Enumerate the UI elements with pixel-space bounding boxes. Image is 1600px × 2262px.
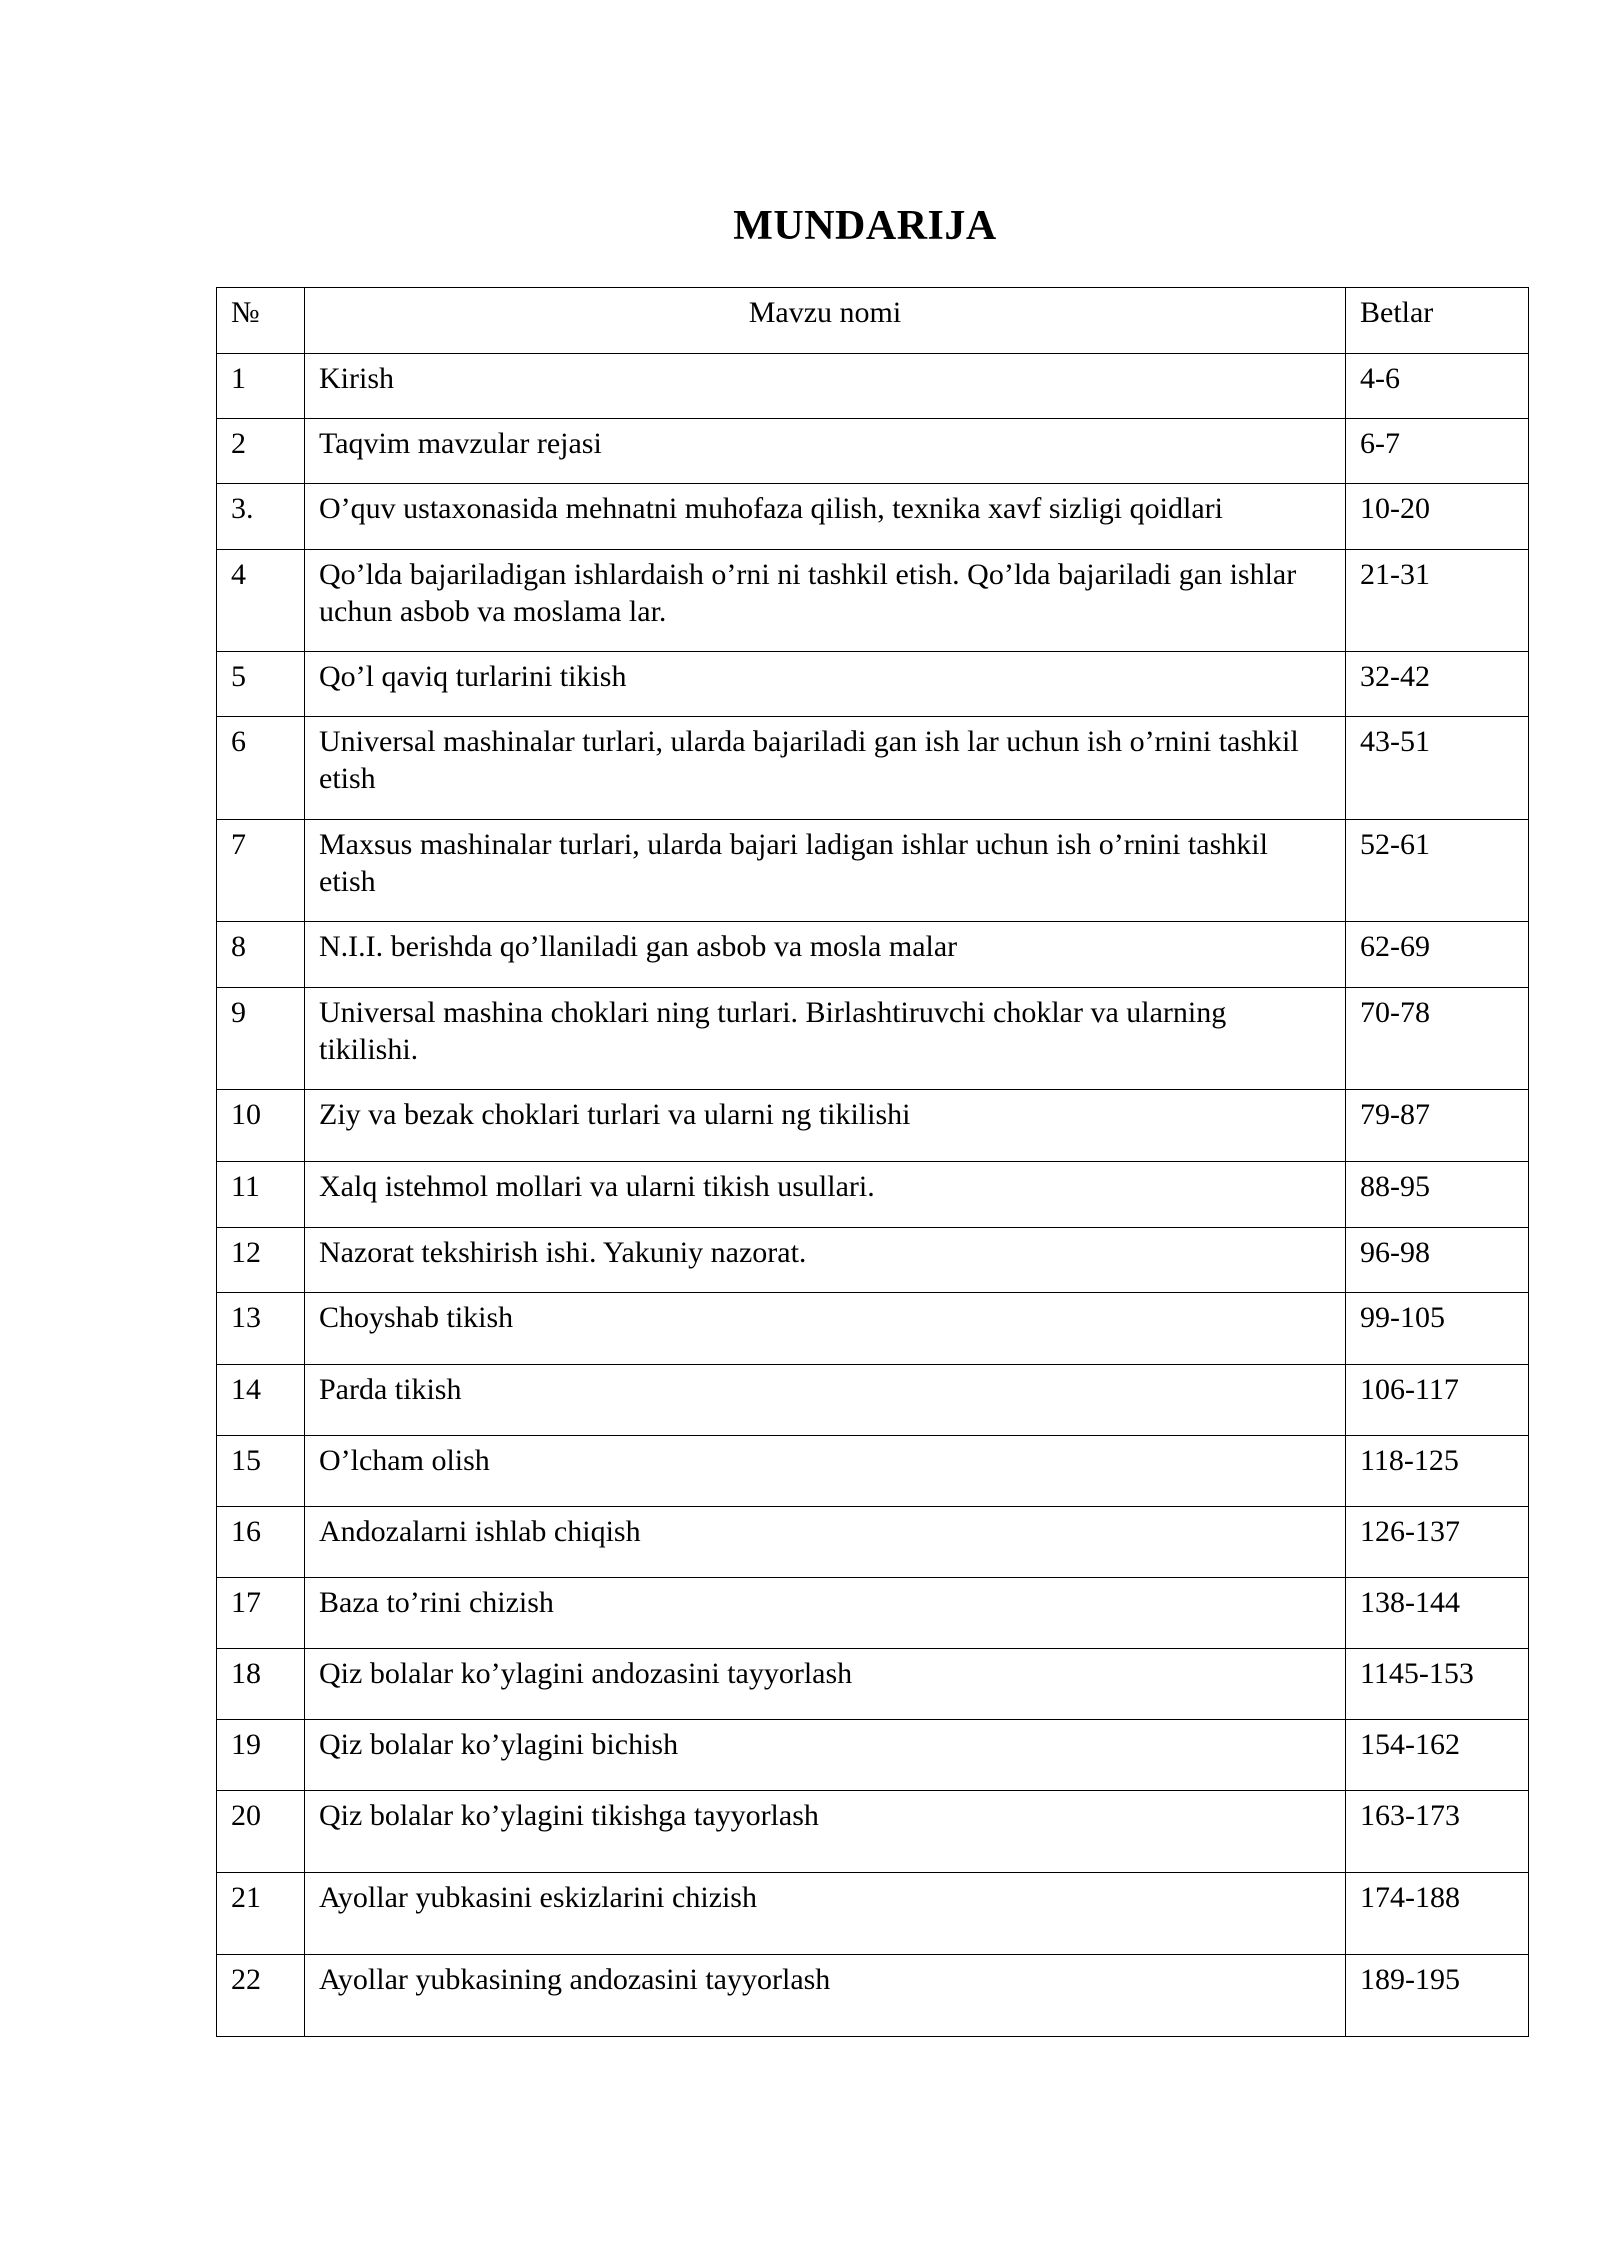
row-topic: Taqvim mavzular rejasi bbox=[305, 419, 1346, 484]
table-row bbox=[217, 1649, 1529, 1720]
row-pages: 189-195 bbox=[1346, 1955, 1529, 2037]
table-row bbox=[217, 922, 1529, 988]
header-topic: Mavzu nomi bbox=[305, 288, 1346, 354]
table-row bbox=[217, 550, 1529, 652]
row-pages: 43-51 bbox=[1346, 717, 1529, 820]
row-number: 15 bbox=[217, 1436, 305, 1507]
table-row bbox=[217, 1162, 1529, 1228]
row-topic: Baza to’rini chizish bbox=[305, 1578, 1346, 1649]
table-row bbox=[217, 717, 1529, 820]
table-row bbox=[217, 1578, 1529, 1649]
row-pages: 174-188 bbox=[1346, 1873, 1529, 1955]
row-topic: Qo’l qaviq turlarini tikish bbox=[305, 652, 1346, 717]
table-row bbox=[217, 988, 1529, 1090]
table-row bbox=[217, 1090, 1529, 1162]
row-pages: 70-78 bbox=[1346, 988, 1529, 1090]
row-topic: Qo’lda bajariladigan ishlardaish o’rni ni tashkil etish. Qo’lda bajariladi gan ishlar uchun asbob va moslama lar. bbox=[305, 550, 1346, 652]
table-header-row bbox=[217, 288, 1529, 354]
row-number: 20 bbox=[217, 1791, 305, 1873]
table-row bbox=[217, 1507, 1529, 1578]
row-topic: Ayollar yubkasining andozasini tayyorlash bbox=[305, 1955, 1346, 2037]
row-number: 8 bbox=[217, 922, 305, 988]
row-number: 1 bbox=[217, 354, 305, 419]
row-number: 16 bbox=[217, 1507, 305, 1578]
row-topic: Ayollar yubkasini eskizlarini chizish bbox=[305, 1873, 1346, 1955]
table-row bbox=[217, 1720, 1529, 1791]
row-pages: 118-125 bbox=[1346, 1436, 1529, 1507]
row-topic: Qiz bolalar ko’ylagini tikishga tayyorlash bbox=[305, 1791, 1346, 1873]
row-pages: 163-173 bbox=[1346, 1791, 1529, 1873]
header-pages: Betlar bbox=[1346, 288, 1529, 354]
table-row bbox=[217, 652, 1529, 717]
row-pages: 4-6 bbox=[1346, 354, 1529, 419]
table-row bbox=[217, 419, 1529, 484]
row-number: 21 bbox=[217, 1873, 305, 1955]
row-topic: Nazorat tekshirish ishi. Yakuniy nazorat. bbox=[305, 1228, 1346, 1293]
table-row bbox=[217, 354, 1529, 419]
row-number: 22 bbox=[217, 1955, 305, 2037]
row-pages: 138-144 bbox=[1346, 1578, 1529, 1649]
row-number: 12 bbox=[217, 1228, 305, 1293]
row-topic: Qiz bolalar ko’ylagini bichish bbox=[305, 1720, 1346, 1791]
row-pages: 88-95 bbox=[1346, 1162, 1529, 1228]
row-pages: 126-137 bbox=[1346, 1507, 1529, 1578]
row-number: 18 bbox=[217, 1649, 305, 1720]
table-row bbox=[217, 820, 1529, 922]
row-pages: 52-61 bbox=[1346, 820, 1529, 922]
row-topic: Parda tikish bbox=[305, 1365, 1346, 1436]
row-pages: 62-69 bbox=[1346, 922, 1529, 988]
table-row bbox=[217, 1228, 1529, 1293]
row-number: 11 bbox=[217, 1162, 305, 1228]
row-number: 9 bbox=[217, 988, 305, 1090]
row-topic: Ziy va bezak choklari turlari va ularni ng tikilishi bbox=[305, 1090, 1346, 1162]
row-number: 5 bbox=[217, 652, 305, 717]
row-topic: Universal mashina choklari ning turlari. Birlashtiruvchi choklar va ularning tikilishi. bbox=[305, 988, 1346, 1090]
table-row bbox=[217, 484, 1529, 550]
table-row bbox=[217, 1365, 1529, 1436]
row-number: 14 bbox=[217, 1365, 305, 1436]
row-number: 4 bbox=[217, 550, 305, 652]
table-row bbox=[217, 1873, 1529, 1955]
row-number: 17 bbox=[217, 1578, 305, 1649]
row-pages: 32-42 bbox=[1346, 652, 1529, 717]
row-pages: 10-20 bbox=[1346, 484, 1529, 550]
page-title: MUNDARIJA bbox=[733, 203, 997, 249]
contents-table bbox=[216, 287, 1529, 2037]
row-number: 2 bbox=[217, 419, 305, 484]
row-number: 6 bbox=[217, 717, 305, 820]
row-pages: 99-105 bbox=[1346, 1293, 1529, 1365]
row-pages: 154-162 bbox=[1346, 1720, 1529, 1791]
row-number: 3. bbox=[217, 484, 305, 550]
row-topic: Kirish bbox=[305, 354, 1346, 419]
row-topic: O’quv ustaxonasida mehnatni muhofaza qilish, texnika xavf sizligi qoidlari bbox=[305, 484, 1346, 550]
row-number: 7 bbox=[217, 820, 305, 922]
row-topic: Qiz bolalar ko’ylagini andozasini tayyorlash bbox=[305, 1649, 1346, 1720]
row-topic: Maxsus mashinalar turlari, ularda bajari ladigan ishlar uchun ish o’rnini tashkil etish bbox=[305, 820, 1346, 922]
row-topic: O’lcham olish bbox=[305, 1436, 1346, 1507]
row-pages: 21-31 bbox=[1346, 550, 1529, 652]
row-topic: Universal mashinalar turlari, ularda bajariladi gan ish lar uchun ish o’rnini tashkil etish bbox=[305, 717, 1346, 820]
row-topic: N.I.I. berishda qo’llaniladi gan asbob va mosla malar bbox=[305, 922, 1346, 988]
row-number: 19 bbox=[217, 1720, 305, 1791]
row-topic: Choyshab tikish bbox=[305, 1293, 1346, 1365]
row-pages: 1145-153 bbox=[1346, 1649, 1529, 1720]
row-pages: 106-117 bbox=[1346, 1365, 1529, 1436]
row-number: 13 bbox=[217, 1293, 305, 1365]
row-pages: 6-7 bbox=[1346, 419, 1529, 484]
row-number: 10 bbox=[217, 1090, 305, 1162]
header-number: № bbox=[217, 288, 305, 354]
row-pages: 79-87 bbox=[1346, 1090, 1529, 1162]
row-topic: Andozalarni ishlab chiqish bbox=[305, 1507, 1346, 1578]
row-topic: Xalq istehmol mollari va ularni tikish usullari. bbox=[305, 1162, 1346, 1228]
table-row bbox=[217, 1955, 1529, 2037]
table-row bbox=[217, 1436, 1529, 1507]
table-row bbox=[217, 1293, 1529, 1365]
table-row bbox=[217, 1791, 1529, 1873]
row-pages: 96-98 bbox=[1346, 1228, 1529, 1293]
